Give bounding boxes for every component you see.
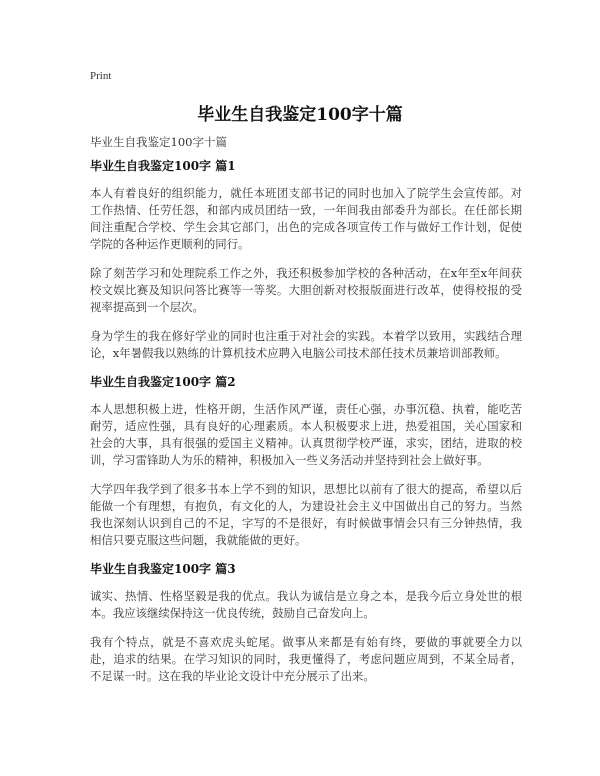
section-heading: 毕业生自我鉴定100字 篇1	[90, 159, 236, 173]
print-label[interactable]: Print	[90, 70, 112, 82]
paragraph: 我有个特点，就是不喜欢虎头蛇尾。做事从来都是有始有终，要做的事就要全力以赴，追求的结果。在学习知识的同时，我更懂得了，考虑问题应周到，不某全局者，不足谋一时。这在我的毕业论文设计中充分展示了出来。	[90, 635, 522, 683]
paragraph: 除了刻苦学习和处理院系工作之外，我还积极参加学校的各种活动，在x年至x年间获校文娱比赛及知识问答比赛等一等奖。大胆创新对校报版面进行改革，使得校报的受视率提高到一个层次。	[90, 266, 522, 314]
section-2	[90, 374, 522, 549]
document-body	[90, 158, 522, 697]
page-subtitle: 毕业生自我鉴定100字十篇	[90, 135, 227, 149]
paragraph: 诚实、热情、性格坚毅是我的优点。我认为诚信是立身之本，是我今后立身处世的根本。我应该继续保持这一优良传统，鼓励自己奋发向上。	[90, 589, 522, 620]
paragraph: 本人思想积极上进，性格开朗，生活作风严谨，责任心强，办事沉稳、执着，能吃苦耐劳，适应性强，具有良好的心理素质。本人积极要求上进，热爱祖国，关心国家和社会的大事，具有很强的爱国主义精神。认真贯彻学校严谨，求实，团结，进取的校训，学习雷锋助人为乐的精神，积极加入一些义务活动并坚持到社会上做好事。	[90, 402, 522, 467]
paragraph: 本人有着良好的组织能力，就任本班团支部书记的同时也加入了院学生会宣传部。对工作热情、任劳任怨，和部内成员团结一致，一年间我由部委升为部长。在任部长期间注重配合学校、学生会其它部门，出色的完成各项宣传工作与做好工作计划，促使学院的各种运作更顺利的同行。	[90, 186, 522, 251]
section-1	[90, 158, 522, 362]
paragraph: 大学四年我学到了很多书本上学不到的知识，思想比以前有了很大的提高，希望以后能做一个有理想，有抱负，有文化的人，为建设社会主义中国做出自己的努力。当然我也深刻认识到自己的不足，字写的不是很好，有时候做事情会只有三分钟热情，我相信只要克服这些问题，我就能做的更好。	[90, 482, 522, 547]
paragraph: 身为学生的我在修好学业的同时也注重于对社会的实践。本着学以致用，实践结合理论，x年暑假我以熟练的计算机技术应聘入电脑公司技术部任技术员兼培训部教师。	[90, 329, 522, 360]
section-heading: 毕业生自我鉴定100字 篇2	[90, 375, 236, 389]
page-title: 毕业生自我鉴定100字十篇	[197, 105, 403, 125]
section-3	[90, 561, 522, 685]
section-heading: 毕业生自我鉴定100字 篇3	[90, 562, 236, 576]
